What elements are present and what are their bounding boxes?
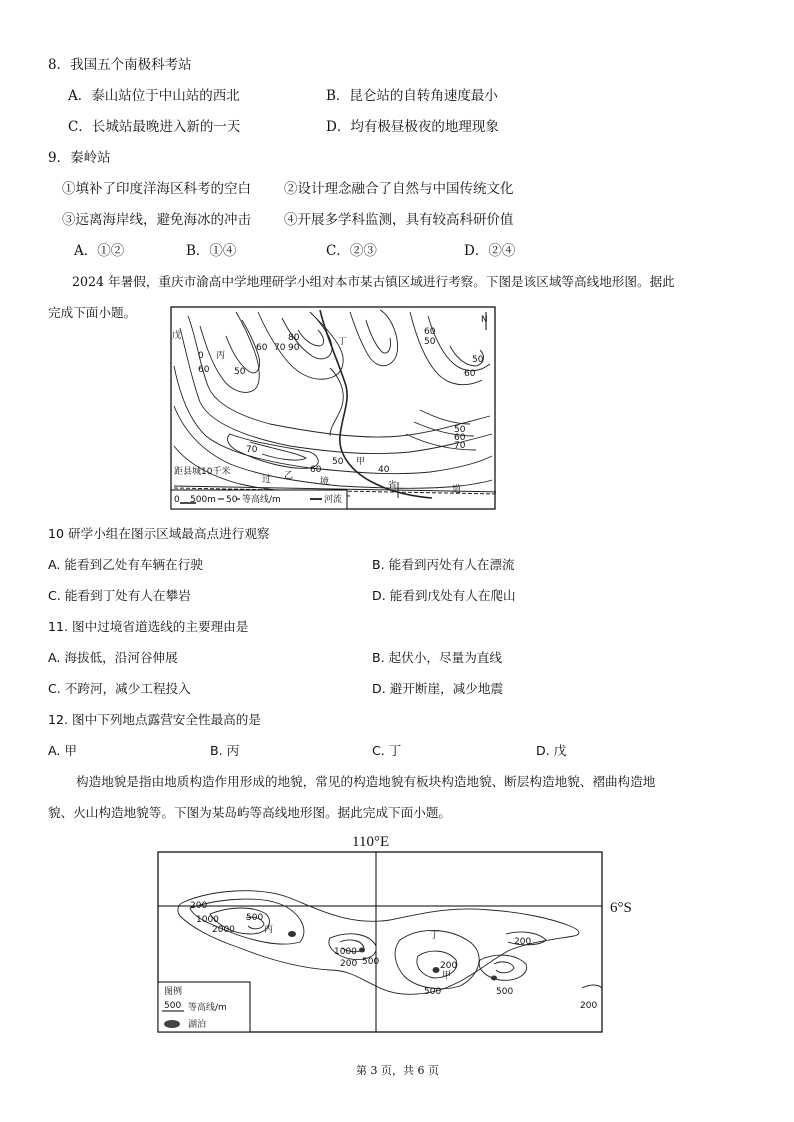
intro2-line1: 构造地貌是指由地质构造作用形成的地貌，常见的构造地貌有板块构造地貌、断层构造地貌、褶曲构造地 xyxy=(76,774,656,789)
map1-legend-contour-text: 等高线/m xyxy=(242,495,281,505)
map2-legend-lake-icon xyxy=(164,1020,180,1028)
map1-label-wu: 戊 xyxy=(172,331,182,341)
map2-label-c200a: 200 xyxy=(190,901,208,911)
q10-stem: 10 研学小组在图示区域最高点进行观察 xyxy=(48,526,270,541)
map1-label-c90: 90 xyxy=(288,343,300,353)
q9-statement-3: ③远离海岸线，避免海冰的冲击 xyxy=(62,212,251,228)
map2-lake-2 xyxy=(359,948,365,953)
map1-label-c40: 40 xyxy=(378,465,390,475)
q9-option-b: B．①④ xyxy=(186,243,237,259)
q9-statement-4: ④开展多学科监测，具有较高科研价值 xyxy=(284,212,514,228)
q8-option-c: C．长城站最晚进入新的一天 xyxy=(68,119,241,135)
map2-longitude-label: 110°E xyxy=(352,834,390,850)
q11-option-a: A. 海拔低，沿河谷伸展 xyxy=(48,650,178,665)
map2-label-c200c: 200 xyxy=(514,937,532,947)
map2-label-c2000: 2000 xyxy=(212,925,235,935)
map1-scale-distance: 500m xyxy=(190,495,216,505)
q10-option-d: D. 能看到戊处有人在爬山 xyxy=(372,588,516,603)
q8-stem: 8．我国五个南极科考站 xyxy=(48,57,192,73)
q9-option-c: C．②③ xyxy=(326,243,377,259)
map1-label-c0: 0 xyxy=(198,351,204,361)
map1-label-c50d: 50 xyxy=(454,425,466,435)
map2-lake-3 xyxy=(433,967,440,973)
map1-label-ding: 丁 xyxy=(338,337,348,347)
q12-option-b: B. 丙 xyxy=(210,743,240,758)
map1-label-c70b: 70 xyxy=(454,441,466,451)
map2-label-c1000b: 1000 xyxy=(334,947,357,957)
q10-option-b: B. 能看到丙处有人在漂流 xyxy=(372,557,515,572)
q10-option-c: C. 能看到丁处有人在攀岩 xyxy=(48,588,191,603)
map2-label-c200b: 200 xyxy=(340,959,358,969)
q11-stem: 11. 图中过境省道选线的主要理由是 xyxy=(48,619,249,634)
map1-label-c60f: 60 xyxy=(454,433,466,443)
q12-stem: 12. 图中下列地点露营安全性最高的是 xyxy=(48,712,261,727)
intro1-line1: 2024 年暑假，重庆市渝高中学地理研学小组对本市某古镇区域进行考察。下图是该区域等高线地形图。据此 xyxy=(72,274,675,289)
q10-option-a: A. 能看到乙处有车辆在行驶 xyxy=(48,557,203,572)
map2-label-ding: 丁 xyxy=(430,931,440,941)
map2-legend-title: 图例 xyxy=(164,987,183,997)
q9-statement-1: ①填补了印度洋海区科考的空白 xyxy=(62,181,251,197)
map1-label-c70c: 70 xyxy=(246,445,258,455)
q9-stem: 9．秦岭站 xyxy=(48,150,111,166)
map1-road-distance: 距县城10千米 xyxy=(174,467,231,477)
map2-label-c1000a: 1000 xyxy=(196,915,219,925)
map1-road-char-1: 过 xyxy=(262,475,272,485)
q8-option-d: D．均有极昼极夜的地理现象 xyxy=(326,119,499,135)
map1-label-c50b: 50 xyxy=(424,337,436,347)
q9-option-a: A．①② xyxy=(74,243,125,259)
map2-legend-lake-text: 湖泊 xyxy=(188,1020,207,1030)
map1-label-c50a: 50 xyxy=(234,367,246,377)
map2-label-c200d: 200 xyxy=(440,961,458,971)
map1-label-c60a: 60 xyxy=(198,365,210,375)
page-footer: 第 3 页，共 6 页 xyxy=(356,1064,439,1077)
map1-label-c80: 80 xyxy=(288,333,300,343)
intro1-line2: 完成下面小题。 xyxy=(48,305,137,320)
map1-label-jia: 甲 xyxy=(356,457,366,467)
q11-option-c: C. 不跨河，减少工程投入 xyxy=(48,681,191,696)
q12-option-c: C. 丁 xyxy=(372,743,402,758)
intro2-line2: 貌、火山构造地貌等。下图为某岛屿等高线地形图。据此完成下面小题。 xyxy=(48,805,451,820)
map2-label-c500d: 500 xyxy=(496,987,514,997)
map2-latitude-label: 6°S xyxy=(610,900,632,916)
map2-lake-1 xyxy=(288,931,296,937)
map1-label-c60b: 60 xyxy=(256,343,268,353)
q12-option-d: D. 戊 xyxy=(536,743,567,758)
map2-label-c500a: 500 xyxy=(246,913,264,923)
q12-option-a: A. 甲 xyxy=(48,743,77,758)
q8-option-a: A．泰山站位于中山站的西北 xyxy=(68,88,240,104)
map1-label-yi: 乙 xyxy=(284,471,294,481)
map1-legend-contour-value: 50 xyxy=(226,495,238,505)
q9-option-d: D．②④ xyxy=(464,243,516,259)
map1-road-char-3: 省 xyxy=(388,481,398,491)
map1-label-c60d: 60 xyxy=(464,369,476,379)
map1-scale-zero: 0 xyxy=(174,495,180,505)
map1-label-c50e: 50 xyxy=(332,457,344,467)
q11-option-d: D. 避开断崖，减少地震 xyxy=(372,681,504,696)
map1-label-bing: 丙 xyxy=(216,351,226,361)
q8-option-b: B．昆仑站的自转角速度最小 xyxy=(326,88,498,104)
map1-legend-river-text: 河流 xyxy=(324,495,343,505)
map2-label-c500c: 500 xyxy=(424,987,442,997)
contour-map-island xyxy=(150,830,646,1036)
map2-legend-contour-value: 500 xyxy=(164,1001,182,1011)
contour-map-town xyxy=(170,306,496,510)
map2-label-c200e: 200 xyxy=(580,1001,598,1011)
map2-legend-contour-text: 等高线/m xyxy=(188,1003,227,1013)
map1-label-c50c: 50 xyxy=(472,355,484,365)
map1-north-label: N xyxy=(481,315,488,325)
q9-statement-2: ②设计理念融合了自然与中国传统文化 xyxy=(284,181,514,197)
map2-label-bing: 丙 xyxy=(264,925,274,935)
map2-label-c500b: 500 xyxy=(362,957,380,967)
q11-option-b: B. 起伏小，尽量为直线 xyxy=(372,650,502,665)
map2-label-jia: 甲 xyxy=(442,971,452,981)
map1-label-c60c: 60 xyxy=(424,327,436,337)
map1-label-c60e: 60 xyxy=(310,465,322,475)
map2-lake-4 xyxy=(491,976,497,981)
map1-label-c70: 70 xyxy=(274,343,286,353)
map1-road-char-4: 道 xyxy=(452,485,462,495)
map1-road-char-2: 境 xyxy=(320,477,330,487)
